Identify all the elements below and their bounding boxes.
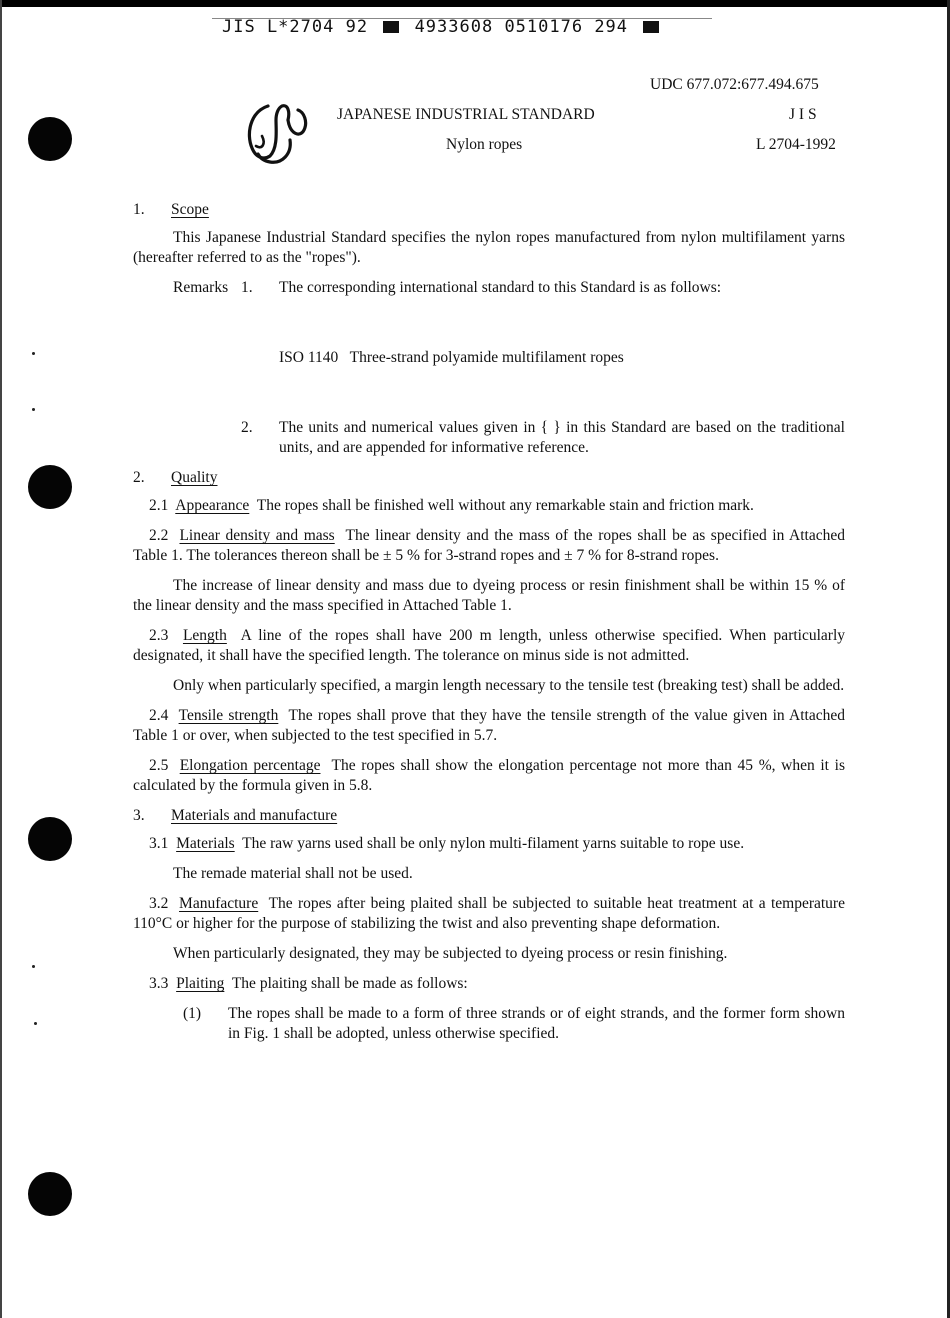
section-heading-scope: 1. Scope: [133, 201, 209, 218]
jis-mark: J I S: [789, 106, 817, 123]
clause-2-3: 2.3 Length A line of the ropes shall have 200 m length, unless otherwise specified. When particularly designated, it shall have the specified length. The tolerance on minus side is not admitted.: [133, 627, 845, 664]
clause-2-2-paragraph-2: The increase of linear density and mass due to dyeing process or resin finishment shall be within 15 % of the linear density and the mass specified in Attached Table 1.: [133, 577, 845, 614]
clause-3-2-paragraph-2: When particularly designated, they may be subjected to dyeing process or resin finishing.: [173, 945, 728, 962]
scan-speck: [32, 965, 35, 968]
scan-border-top: [0, 0, 950, 7]
scan-speck: [32, 352, 35, 355]
standard-code: L 2704-1992: [756, 136, 836, 153]
clause-2-3-paragraph-2: Only when particularly specified, a margin length necessary to the tensile test (breaking test) shall be added.: [173, 677, 845, 694]
binder-hole: [28, 1172, 72, 1216]
clause-3-2: 3.2 Manufacture The ropes after being plaited shall be subjected to suitable heat treatment at a temperature 110°C or higher for the purpose of stabilizing the twist and also preventing shape deformation.: [133, 895, 845, 932]
clause-2-5: 2.5 Elongation percentage The ropes shall show the elongation percentage not more than 45 %, when it is calculated by the formula given in 5.8.: [133, 757, 845, 794]
clause-2-1: 2.1 Appearance The ropes shall be finished well without any remarkable stain and friction mark.: [149, 497, 754, 514]
clause-3-1: 3.1 Materials The raw yarns used shall be only nylon multi-filament yarns suitable to rope use.: [149, 835, 745, 852]
scan-block-mark: [643, 21, 659, 33]
section-heading-quality: 2. Quality: [133, 469, 218, 486]
scan-speck: [32, 408, 35, 411]
scan-border-left: [0, 0, 2, 1318]
scan-header-text-1: JIS L*2704 92: [222, 17, 369, 37]
standard-name: JAPANESE INDUSTRIAL STANDARD: [337, 106, 595, 123]
scan-header-text-2: 4933608 0510176 294: [414, 17, 629, 37]
scan-header: [222, 12, 662, 42]
clause-2-4: 2.4 Tensile strength The ropes shall prove that they have the tensile strength of the value given in Attached Table 1 or over, when subjected to the test specified in 5.7.: [133, 707, 845, 744]
jis-logo: [242, 100, 312, 166]
binder-hole: [28, 117, 72, 161]
standard-title: Nylon ropes: [446, 136, 523, 153]
scan-speck: [34, 1022, 37, 1025]
scan-block-mark: [383, 21, 399, 33]
binder-hole: [28, 817, 72, 861]
scope-paragraph: This Japanese Industrial Standard specifies the nylon ropes manufactured from nylon multifilament yarns (hereafter referred to as the "ropes").: [133, 229, 845, 266]
clause-2-2: 2.2 Linear density and mass The linear density and the mass of the ropes shall be as specified in Attached Table 1. The tolerances thereon shall be ± 5 % for 3-strand ropes and ± 7 % for 8-strand ropes.: [133, 527, 845, 564]
remark-1-iso: ISO 1140 Three-strand polyamide multifilament ropes: [279, 349, 624, 366]
clause-3-1-paragraph-2: The remade material shall not be used.: [173, 865, 413, 882]
udc-number: UDC 677.072:677.494.675: [650, 76, 819, 93]
section-heading-materials: 3. Materials and manufacture: [133, 807, 338, 824]
document-body: [133, 200, 845, 1054]
remark-2: 2. The units and numerical values given in { } in this Standard are based on the traditional units, and are appended for informative reference.: [241, 419, 845, 456]
clause-3-3: 3.3 Plaiting The plaiting shall be made as follows:: [149, 975, 468, 992]
binder-hole: [28, 465, 72, 509]
plaiting-item-1: (1) The ropes shall be made to a form of three strands or of eight strands, and the former form shown in Fig. 1 shall be adopted, unless otherwise specified.: [183, 1005, 845, 1042]
remark-1: Remarks 1. The corresponding international standard to this Standard is as follows:: [173, 279, 722, 296]
